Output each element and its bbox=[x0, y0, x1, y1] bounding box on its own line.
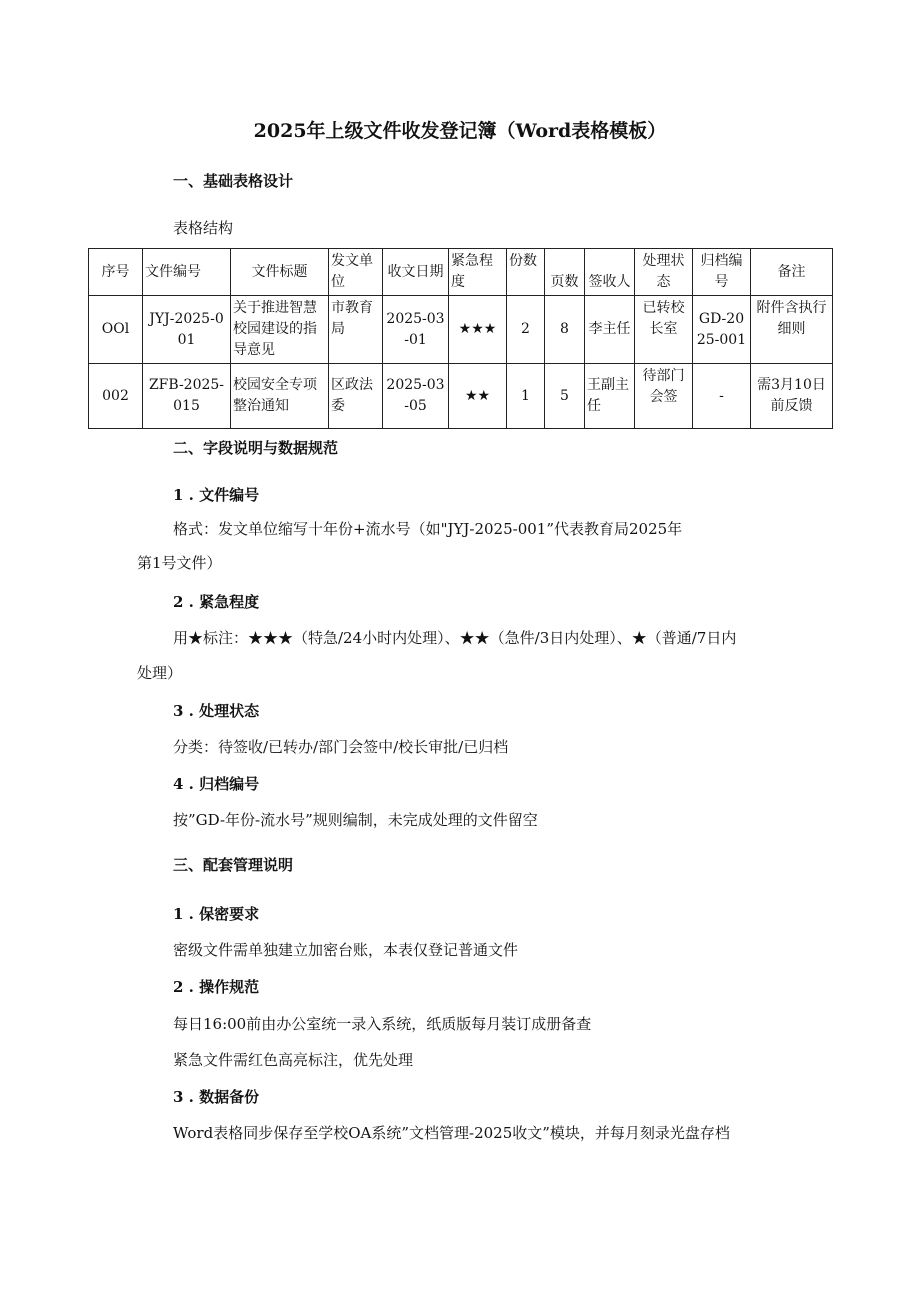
header-cell: 序号 bbox=[89, 249, 143, 296]
field-heading-urgency: 2 . 紧急程度 bbox=[173, 593, 260, 611]
header-cell: 归档编号 bbox=[693, 249, 751, 296]
item-heading-backup: 3 . 数据备份 bbox=[173, 1088, 260, 1106]
page-title: 2025年上级文件收发登记簿（Word表格模板） bbox=[253, 120, 667, 142]
table-cell: ZFB-2025-015 bbox=[143, 364, 231, 429]
table-header-row bbox=[89, 249, 833, 296]
paragraph: 密级文件需单独建立加密台账，本表仅登记普通文件 bbox=[173, 941, 519, 959]
table-cell: 2 bbox=[507, 296, 545, 364]
header-cell: 文件编号 bbox=[143, 249, 231, 296]
table-cell: 区政法委 bbox=[329, 364, 383, 429]
table-cell: 需3月10日前反馈 bbox=[751, 364, 833, 429]
table-cell: ★★ bbox=[449, 364, 507, 429]
table-caption: 表格结构 bbox=[173, 219, 234, 237]
paragraph: 按”GD-年份-流水号”规则编制，未完成处理的文件留空 bbox=[173, 811, 538, 829]
table-cell: 2025-03-05 bbox=[383, 364, 449, 429]
header-cell: 发文单位 bbox=[329, 249, 383, 296]
paragraph: 紧急文件需红色高亮标注，优先处理 bbox=[173, 1051, 414, 1069]
section1-heading: 一、基础表格设计 bbox=[173, 172, 294, 190]
paragraph: 用★标注：★★★（特急/24小时内处理）、★★（急件/3日内处理）、★（普通/7日内 bbox=[173, 629, 737, 647]
header-cell: 收文日期 bbox=[383, 249, 449, 296]
paragraph: 第1号文件） bbox=[137, 554, 222, 572]
header-cell: 文件标题 bbox=[231, 249, 329, 296]
table-cell: 待部门会签 bbox=[635, 364, 693, 429]
table-cell: 校园安全专项整治通知 bbox=[231, 364, 329, 429]
paragraph: 分类：待签收/已转办/部门会签中/校长审批/已归档 bbox=[173, 738, 509, 756]
table-cell: 李主任 bbox=[585, 296, 635, 364]
table-row bbox=[89, 296, 833, 364]
header-cell: 签收人 bbox=[585, 249, 635, 296]
header-cell: 紧急程度 bbox=[449, 249, 507, 296]
paragraph: 处理） bbox=[137, 664, 183, 682]
table-cell: 市教育局 bbox=[329, 296, 383, 364]
table-row bbox=[89, 364, 833, 429]
paragraph: 格式：发文单位缩写十年份+流水号（如"JYJ-2025-001”代表教育局2025年 bbox=[173, 520, 683, 538]
item-heading-confidential: 1 . 保密要求 bbox=[173, 905, 260, 923]
register-table bbox=[88, 248, 833, 429]
paragraph: Word表格同步保存至学校OA系统”文档管理-2025收文”模块，并每月刻录光盘存档 bbox=[173, 1124, 730, 1142]
table-cell: 002 bbox=[89, 364, 143, 429]
table-cell: 关于推进智慧校园建设的指导意见 bbox=[231, 296, 329, 364]
table-cell: 附件含执行细则 bbox=[751, 296, 833, 364]
paragraph: 每日16:00前由办公室统一录入系统，纸质版每月装订成册备查 bbox=[173, 1015, 592, 1033]
table-cell: 5 bbox=[545, 364, 585, 429]
table-cell: 王副主任 bbox=[585, 364, 635, 429]
table-cell: 2025-03-01 bbox=[383, 296, 449, 364]
item-heading-operation: 2 . 操作规范 bbox=[173, 978, 260, 996]
section3-heading: 三、配套管理说明 bbox=[173, 856, 294, 874]
section2-heading: 二、字段说明与数据规范 bbox=[173, 439, 339, 457]
field-heading-file-number: 1 . 文件编号 bbox=[173, 486, 260, 504]
table-cell: OOl bbox=[89, 296, 143, 364]
header-cell: 份数 bbox=[507, 249, 545, 296]
header-cell: 处理状态 bbox=[635, 249, 693, 296]
table-cell: JYJ-2025-001 bbox=[143, 296, 231, 364]
table-cell: 1 bbox=[507, 364, 545, 429]
field-heading-status: 3 . 处理状态 bbox=[173, 702, 260, 720]
table-cell: - bbox=[693, 364, 751, 429]
table-cell: GD-2025-001 bbox=[693, 296, 751, 364]
table-cell: 8 bbox=[545, 296, 585, 364]
header-cell: 页数 bbox=[545, 249, 585, 296]
header-cell: 备注 bbox=[751, 249, 833, 296]
table-cell: 已转校长室 bbox=[635, 296, 693, 364]
table-cell: ★★★ bbox=[449, 296, 507, 364]
field-heading-archive: 4 . 归档编号 bbox=[173, 775, 260, 793]
